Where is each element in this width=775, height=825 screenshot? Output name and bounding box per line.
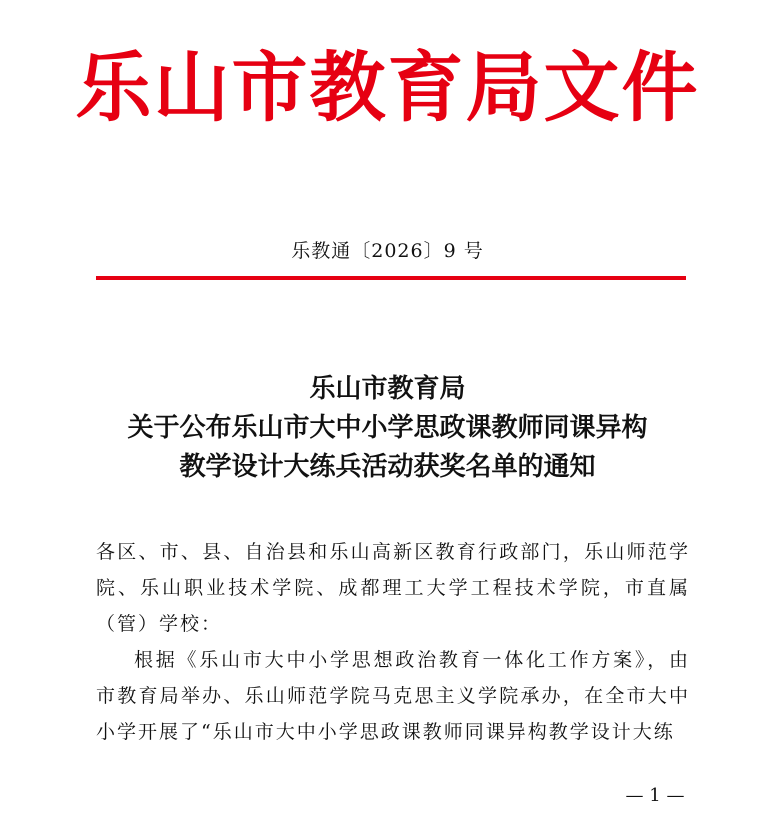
addressee-paragraph: 各区、市、县、自治县和乐山高新区教育行政部门，乐山师范学院、乐山职业技术学院、成都理工大学工程技术学院，市直属（管）学校： [96,541,690,635]
title-subject-line-2: 教学设计大练兵活动获奖名单的通知 [179,452,596,482]
title-issuer: 乐山市教育局 [309,374,466,404]
document-body [96,534,690,750]
body-paragraph: 根据《乐山市大中小学思想政治教育一体化工作方案》，由市教育局举办、乐山师范学院马克思主义学院承办，在全市大中小学开展了“乐山市大中小学思政课教师同课异构教学设计大练 [96,649,690,743]
document-masthead: 乐山市教育局文件 [75,43,700,132]
title-subject-line-1: 关于公布乐山市大中小学思政课教师同课异构 [127,413,648,443]
red-divider-line [96,276,686,280]
document-number: 乐教通〔2026〕9 号 [291,240,484,262]
page-number: — 1 — [625,785,685,806]
document-title [0,370,775,487]
